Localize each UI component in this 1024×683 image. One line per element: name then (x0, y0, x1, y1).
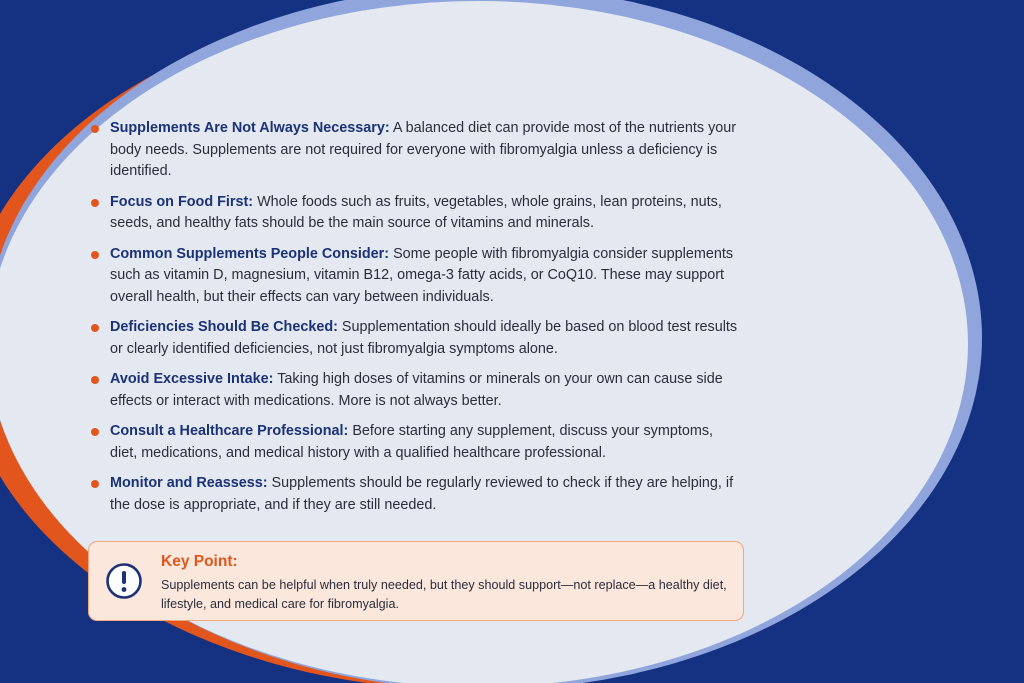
bullet-dot-icon (91, 125, 99, 133)
list-item (90, 317, 740, 360)
key-point-text: Supplements can be helpful when truly needed, but they should support—not replace—a healthy diet, lifestyle, and medical care for fibromyalgia. (161, 578, 727, 611)
bullet-dot-icon (91, 324, 99, 332)
item-text: A balanced diet can provide most of the nutrients your body needs. Supplements are not required for everyone with fibromyalgia unless a deficiency is identified. (110, 120, 737, 179)
list-item (90, 473, 740, 516)
item-heading: Deficiencies Should Be Checked: (110, 319, 338, 335)
item-heading: Focus on Food First: (110, 193, 254, 210)
item-heading: Avoid Excessive Intake: (110, 371, 274, 387)
list-item (90, 192, 740, 235)
list-item (90, 421, 740, 464)
list-item (90, 369, 740, 412)
bullet-dot-icon (91, 251, 99, 259)
item-text: Supplementation should ideally be based on blood test results or clearly identified deficiencies, not just fibromyalgia symptoms alone. (110, 319, 738, 357)
item-heading: Supplements Are Not Always Necessary: (110, 120, 390, 136)
bullet-dot-icon (91, 428, 99, 436)
list-item (90, 118, 740, 183)
item-text: Whole foods such as fruits, vegetables, whole grains, lean proteins, nuts, seeds, and healthy fats should be the main source of vitamins and minerals. (110, 193, 722, 231)
bullet-list (90, 118, 740, 525)
item-heading: Monitor and Reassess: (110, 475, 268, 491)
item-heading: Common Supplements People Consider: (110, 245, 390, 262)
item-text: Some people with fibromyalgia consider supplements such as vitamin D, magnesium, vitamin B12, omega-3 fatty acids, or CoQ10. These may support overall health, but their effects can vary between individuals. (110, 245, 734, 305)
list-item (90, 244, 740, 309)
exclamation-circle-icon (105, 562, 143, 600)
bullet-dot-icon (91, 480, 99, 488)
item-text: Before starting any supplement, discuss your symptoms, diet, medications, and medical history with a qualified healthcare professional. (110, 423, 714, 461)
item-text: Taking high doses of vitamins or minerals on your own can cause side effects or interact with medications. More is not always better. (110, 371, 723, 409)
bullet-dot-icon (91, 199, 99, 207)
item-heading: Consult a Healthcare Professional: (110, 423, 349, 439)
bullet-dot-icon (91, 376, 99, 384)
key-point-callout (88, 541, 744, 621)
key-point-title: Key Point: (161, 553, 238, 570)
item-text: Supplements should be regularly reviewed to check if they are helping, if the dose is appropriate, and if they are still needed. (110, 475, 734, 513)
